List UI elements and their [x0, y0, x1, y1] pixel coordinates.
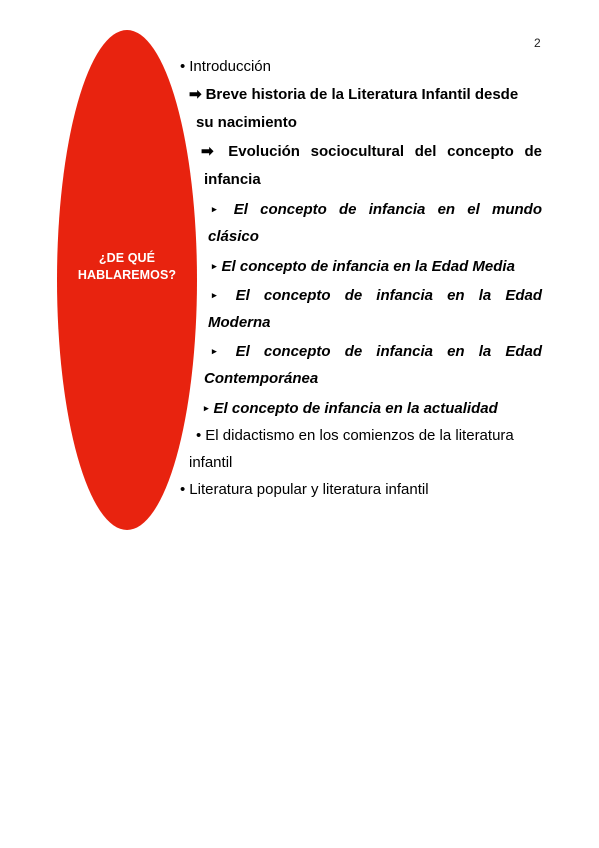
- historia-text-line2: su nacimiento: [196, 114, 297, 131]
- media-text: El concepto de infancia en la Edad Media: [221, 258, 515, 275]
- list-item-actualidad: [204, 399, 498, 418]
- evolucion-text-line2: infancia: [204, 171, 261, 188]
- ellipse-label-line1: ¿DE QUÉ: [98, 251, 156, 265]
- actualidad-text: El concepto de infancia en la actualidad: [213, 400, 498, 417]
- list-item-media: [212, 257, 515, 276]
- didactismo-text-line2: infantil: [189, 454, 233, 471]
- list-item-contemporanea-line1: [212, 342, 542, 361]
- ellipse-label: [57, 250, 197, 284]
- contemporanea-text-line2: Contemporánea: [204, 370, 319, 387]
- list-item-clasico-line1: [212, 200, 542, 219]
- triangle-bullet-icon: ▸: [212, 261, 217, 271]
- list-item-popular: [180, 481, 429, 499]
- triangle-bullet-icon: ▸: [212, 290, 217, 300]
- arrow-right-icon: ➡: [189, 86, 202, 103]
- list-item-historia-line1: [189, 86, 518, 104]
- clasico-text-line2: clásico: [208, 228, 259, 245]
- historia-text-line1: Breve historia de la Literatura Infantil desde: [205, 86, 519, 103]
- evolucion-text-line1: Evolución sociocultural del concepto de: [228, 143, 542, 160]
- bullet-dot-icon: •: [180, 481, 186, 498]
- moderna-text-line2: Moderna: [208, 314, 271, 331]
- bullet-dot-icon: •: [196, 427, 202, 444]
- clasico-text-line1: El concepto de infancia en el mundo: [233, 201, 543, 218]
- popular-text: Literatura popular y literatura infantil: [189, 481, 429, 498]
- bullet-dot-icon: •: [180, 58, 186, 75]
- didactismo-text-line1: El didactismo en los comienzos de la literatura: [205, 427, 514, 444]
- intro-text: Introducción: [189, 58, 271, 75]
- triangle-bullet-icon: ▸: [212, 204, 217, 214]
- ellipse-label-line2: HABLAREMOS?: [77, 268, 177, 282]
- triangle-bullet-icon: ▸: [204, 403, 209, 413]
- list-item-intro: [180, 58, 271, 76]
- triangle-bullet-icon: ▸: [212, 346, 217, 356]
- list-item-didactismo-line1: [196, 427, 514, 445]
- contemporanea-text-line1: El concepto de infancia en la Edad: [235, 343, 542, 360]
- arrow-right-icon: ➡: [201, 143, 214, 160]
- list-item-evolucion-line1: [201, 143, 542, 161]
- moderna-text-line1: El concepto de infancia en la Edad: [235, 287, 542, 304]
- list-item-moderna-line1: [212, 286, 542, 305]
- page-number: 2: [534, 36, 541, 50]
